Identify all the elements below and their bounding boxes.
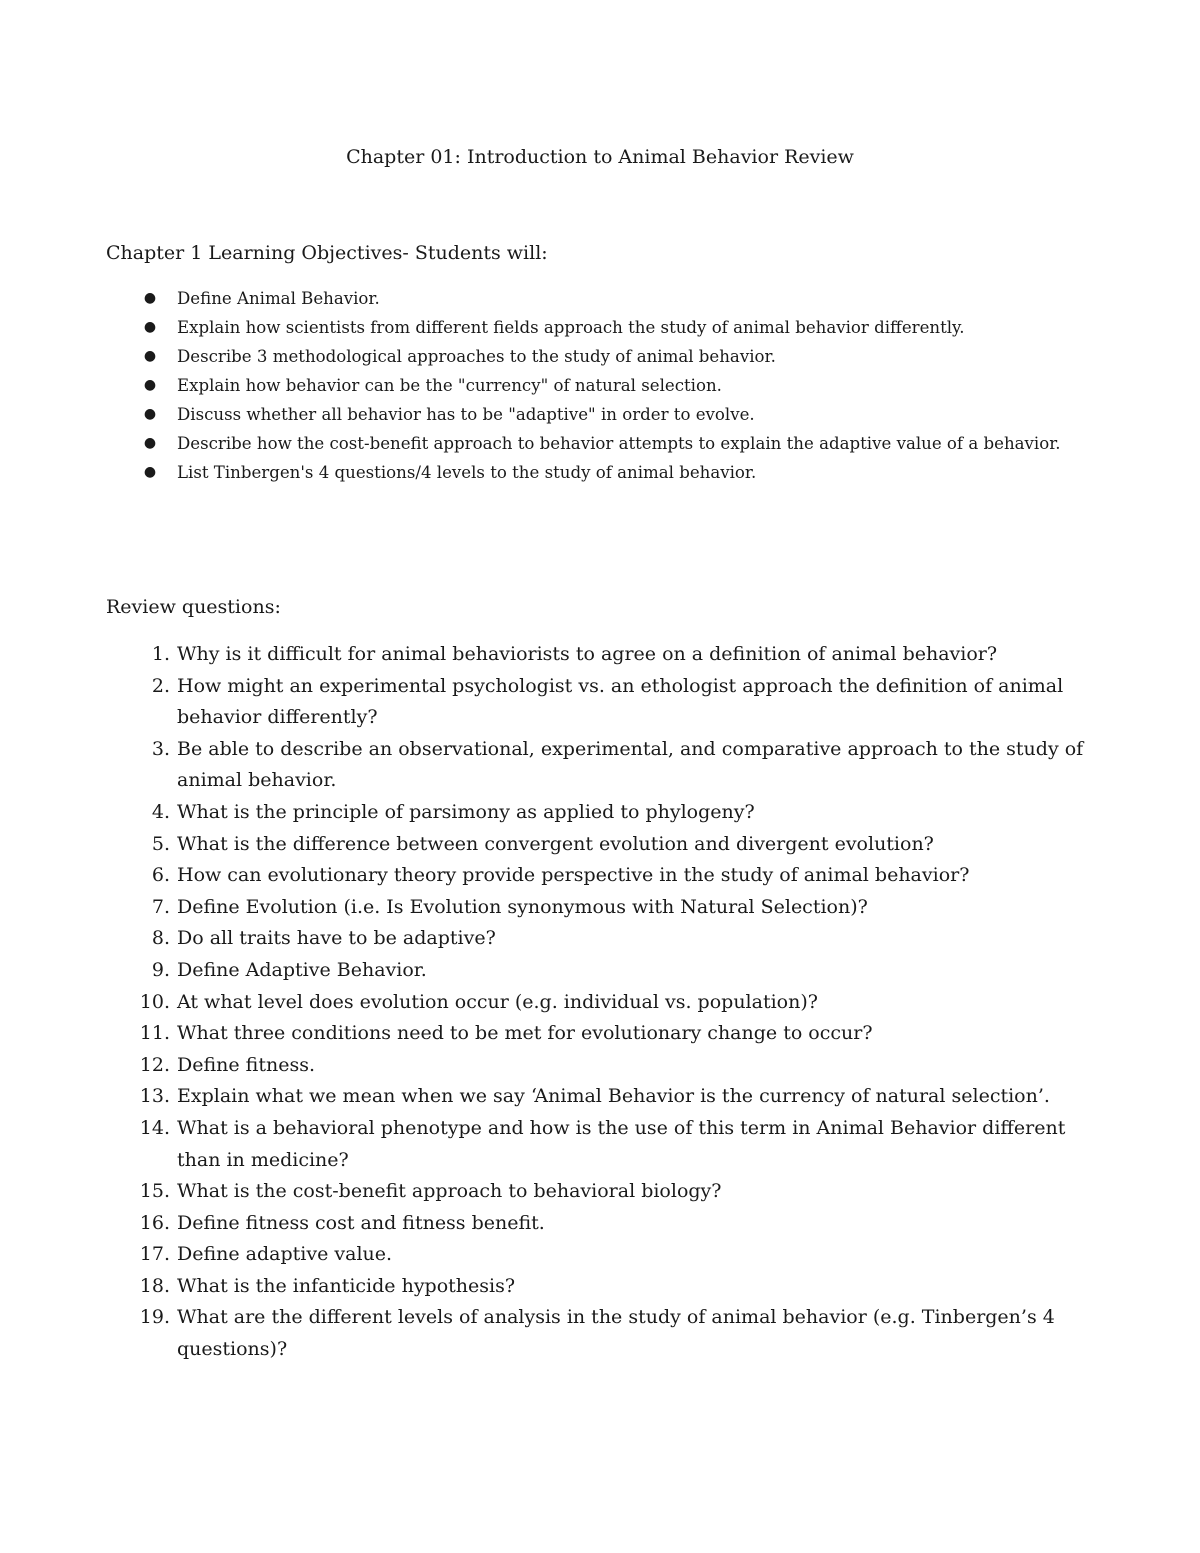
question-text: What three conditions need to be met for evolutionary change to occur?: [177, 1022, 873, 1045]
question-text: How might an experimental psychologist vs. an ethologist approach the definition of animal behavior differently?: [177, 674, 1064, 729]
question-item: [106, 1050, 1106, 1082]
bullet-icon: ●: [143, 290, 157, 306]
question-text: How can evolutionary theory provide perspective in the study of animal behavior?: [177, 864, 970, 887]
question-item: [106, 797, 1106, 829]
question-text: What is the cost-benefit approach to behavioral biology?: [177, 1180, 722, 1203]
question-text: Explain what we mean when we say ‘Animal Behavior is the currency of natural selection’.: [177, 1085, 1050, 1108]
question-number: 10.: [139, 990, 170, 1013]
question-number: 7.: [151, 895, 170, 918]
objective-item: [106, 313, 1096, 342]
question-text: Define Adaptive Behavior.: [177, 958, 427, 981]
question-number: 12.: [139, 1053, 170, 1076]
objective-item: [106, 342, 1096, 371]
question-number: 19.: [139, 1306, 170, 1329]
question-item: [106, 829, 1106, 861]
question-text: Define fitness cost and fitness benefit.: [177, 1211, 545, 1234]
question-number: 5.: [151, 832, 170, 855]
objective-item: [106, 400, 1096, 429]
question-number: 16.: [139, 1211, 170, 1234]
objective-text: Define Animal Behavior.: [177, 289, 380, 308]
question-item: [106, 1239, 1106, 1271]
question-item: [106, 734, 1106, 797]
question-text: Do all traits have to be adaptive?: [177, 927, 496, 950]
question-number: 14.: [139, 1116, 170, 1139]
question-number: 4.: [151, 800, 170, 823]
question-text: What is the difference between convergent evolution and divergent evolution?: [177, 832, 934, 855]
bullet-icon: ●: [143, 348, 157, 364]
question-text: At what level does evolution occur (e.g. individual vs. population)?: [177, 990, 818, 1013]
question-number: 3.: [151, 737, 170, 760]
objectives-heading: Chapter 1 Learning Objectives- Students will:: [106, 242, 548, 264]
question-text: Define adaptive value.: [177, 1243, 393, 1266]
question-item: [106, 671, 1106, 734]
question-item: [106, 1271, 1106, 1303]
question-number: 13.: [139, 1085, 170, 1108]
question-item: [106, 955, 1106, 987]
bullet-icon: ●: [143, 406, 157, 422]
objectives-list: [106, 284, 1096, 487]
question-number: 9.: [151, 958, 170, 981]
question-number: 6.: [151, 864, 170, 887]
question-item: [106, 1208, 1106, 1240]
objective-item: [106, 458, 1096, 487]
question-text: Be able to describe an observational, experimental, and comparative approach to the study of animal behavior.: [177, 737, 1084, 792]
question-item: [106, 923, 1106, 955]
question-item: [106, 1176, 1106, 1208]
question-text: What are the different levels of analysis in the study of animal behavior (e.g. Tinbergen’s 4 questions)?: [177, 1306, 1055, 1361]
question-text: Why is it difficult for animal behaviorists to agree on a definition of animal behavior?: [177, 643, 998, 665]
question-number: 15.: [139, 1180, 170, 1203]
question-text: What is the infanticide hypothesis?: [177, 1274, 516, 1297]
question-number: 2.: [151, 674, 170, 697]
objective-text: Explain how scientists from different fields approach the study of animal behavior differently.: [177, 318, 965, 337]
question-text: What is the principle of parsimony as applied to phylogeny?: [177, 800, 755, 823]
question-item: [106, 639, 1106, 671]
question-number: 17.: [139, 1243, 170, 1266]
bullet-icon: ●: [143, 319, 157, 335]
document-title: Chapter 01: Introduction to Animal Behavior Review: [346, 146, 854, 168]
question-item: [106, 1018, 1106, 1050]
bullet-icon: ●: [143, 435, 157, 451]
question-text: Define fitness.: [177, 1053, 316, 1076]
objective-text: Describe 3 methodological approaches to the study of animal behavior.: [177, 347, 776, 366]
objective-text: Describe how the cost-benefit approach to behavior attempts to explain the adaptive value of a behavior.: [177, 434, 1061, 453]
objective-item: [106, 371, 1096, 400]
objective-text: List Tinbergen's 4 questions/4 levels to the study of animal behavior.: [177, 463, 757, 482]
question-item: [106, 1113, 1106, 1176]
question-item: [106, 987, 1106, 1019]
questions-list: [106, 639, 1106, 1366]
bullet-icon: ●: [143, 464, 157, 480]
question-text: Define Evolution (i.e. Is Evolution synonymous with Natural Selection)?: [177, 895, 868, 918]
question-item: [106, 892, 1106, 924]
objective-item: [106, 429, 1096, 458]
question-text: What is a behavioral phenotype and how is the use of this term in Animal Behavior different than in medicine?: [177, 1116, 1066, 1171]
question-number: 18.: [139, 1274, 170, 1297]
question-number: 11.: [139, 1022, 170, 1045]
question-number: 1.: [151, 643, 170, 665]
review-heading: Review questions:: [106, 596, 281, 618]
bullet-icon: ●: [143, 377, 157, 393]
question-number: 8.: [151, 927, 170, 950]
question-item: [106, 860, 1106, 892]
objective-text: Explain how behavior can be the "currency" of natural selection.: [177, 376, 722, 395]
question-item: [106, 1302, 1106, 1365]
objective-item: [106, 284, 1096, 313]
objective-text: Discuss whether all behavior has to be "adaptive" in order to evolve.: [177, 405, 755, 424]
question-item: [106, 1081, 1106, 1113]
